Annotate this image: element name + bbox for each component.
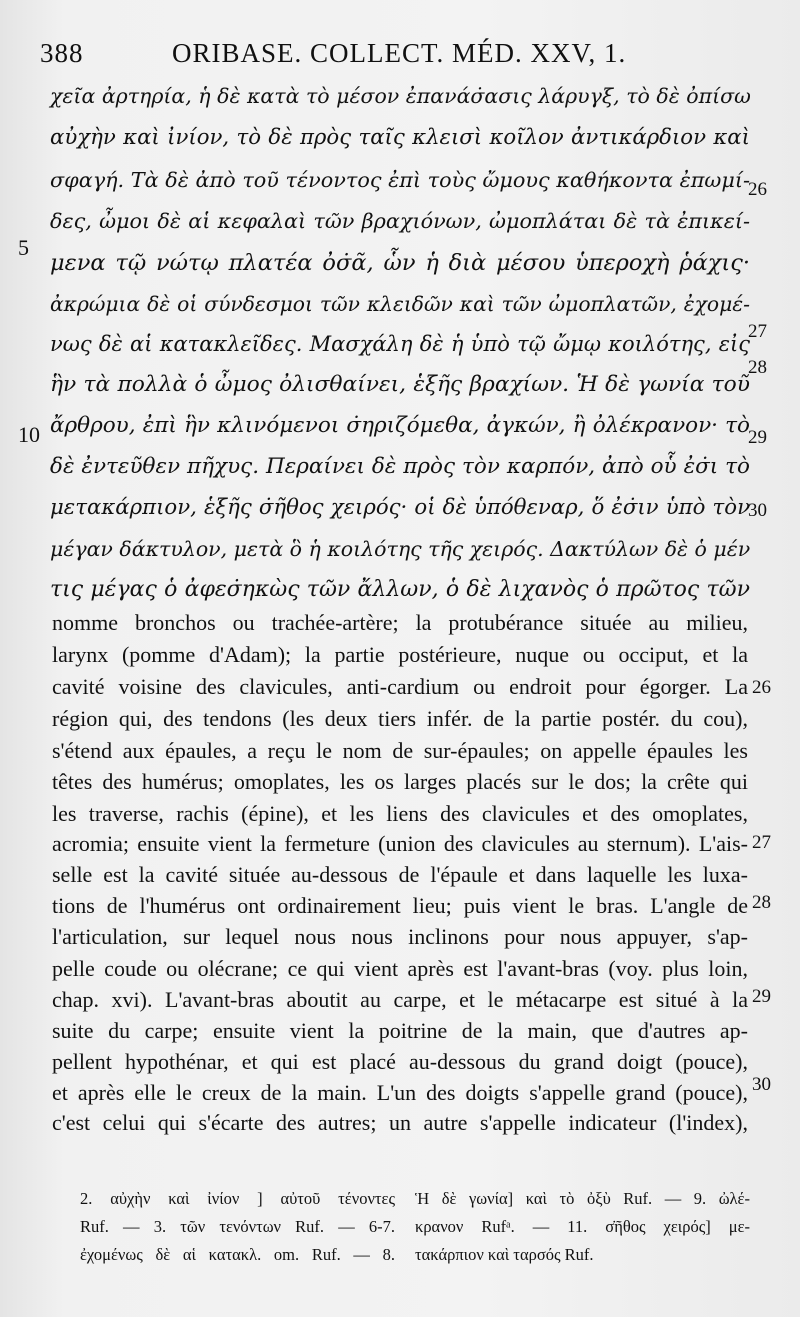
french-line: têtes des humérus; omoplates, les os larges placés sur le dos; la crête qui bbox=[52, 769, 748, 794]
footnote-line: 2. αὐχὴν καὶ ἰνίον ] αὐτοῦ τένοντες bbox=[80, 1189, 395, 1208]
french-line: région qui, des tendons (les deux tiers infér. de la partie postér. du cou), bbox=[52, 706, 748, 731]
french-line: chap. xvi). L'avant-bras aboutit au carpe, et le métacarpe est situé à la bbox=[52, 987, 748, 1012]
greek-line: τις μέγας ὁ ἀφεσ̇ηκὼς τῶν ἄλλων, ὁ δὲ λιχανὸς ὁ πρῶτος τῶν bbox=[50, 577, 750, 602]
greek-line: δες, ὦμοι δὲ αἱ κεφαλαὶ τῶν βραχιόνων, ὠμοπλάται δὲ τὰ ἐπικεί- bbox=[50, 209, 750, 233]
greek-line: ἣν τὰ πολλὰ ὁ ὦμος ὀλισθαίνει, ἑξῆς βραχίων. Ἡ δὲ γωνία τοῦ bbox=[50, 372, 750, 397]
margin-ref: 30 bbox=[748, 500, 767, 521]
footnote-line: ἐχομένως δὲ αἱ κατακλ. om. Ruf. — 8. bbox=[80, 1245, 395, 1264]
footnote-line: κρανον Rufᵃ. — 11. σ̇ῆθος χειρός] με- bbox=[415, 1217, 750, 1236]
page-number: 388 bbox=[40, 38, 84, 68]
greek-line: νως δὲ αἱ κατακλεῖδες. Μασχάλη δὲ ἡ ὑπὸ τῷ ὤμῳ κοιλότης, εἰς bbox=[50, 332, 750, 356]
greek-line: μέγαν δάκτυλον, μετὰ ὃ ἡ κοιλότης τῆς χειρός. Δακτύλων δὲ ὁ μέν bbox=[50, 537, 751, 561]
running-header bbox=[0, 30, 800, 70]
greek-line: σφαγή. Τὰ δὲ ἀπὸ τοῦ τένοντος ἐπὶ τοὺς ὤμους καθήκοντα ἐπωμί- bbox=[50, 168, 750, 192]
french-line: selle est la cavité située au-dessous de l'épaule et dans laquelle les luxa- bbox=[52, 862, 748, 887]
greek-line: ἀκρώμια δὲ οἱ σύνδεσμοι τῶν κλειδῶν καὶ τῶν ὠμοπλατῶν, ἐχομέ- bbox=[50, 292, 750, 316]
greek-line: δὲ ἐντεῦθεν πῆχυς. Περαίνει δὲ πρὸς τὸν καρπόν, ἀπὸ οὗ ἐσ̇ι τὸ bbox=[50, 454, 750, 479]
running-title: ORIBASE. COLLECT. MÉD. XXV, 1. bbox=[172, 38, 627, 68]
french-line: tions de l'humérus ont ordinairement lieu; puis vient le bras. L'angle de bbox=[52, 893, 748, 918]
french-line: l'articulation, sur lequel nous nous inclinons pour nous appuyer, s'ap- bbox=[52, 924, 748, 949]
line-number: 5 bbox=[18, 235, 29, 260]
french-line: nomme bronchos ou trachée-artère; la protubérance située au milieu, bbox=[52, 610, 748, 635]
line-number: 10 bbox=[18, 422, 40, 447]
footnote-line: Ruf. — 3. τῶν τενόντων Ruf. — 6-7. bbox=[80, 1217, 395, 1236]
margin-ref: 29 bbox=[748, 427, 767, 448]
margin-ref: 28 bbox=[752, 892, 771, 913]
greek-line: αὐχὴν καὶ ἰνίον, τὸ δὲ πρὸς ταῖς κλεισὶ κοῖλον ἀντικάρδιον καὶ bbox=[50, 125, 750, 150]
footnote-line: Ἡ δὲ γωνία] καὶ τὸ ὀξὺ Ruf. — 9. ὠλέ- bbox=[415, 1189, 750, 1208]
french-line: suite du carpe; ensuite vient la poitrine de la main, que d'autres ap- bbox=[52, 1018, 748, 1043]
french-line: acromia; ensuite vient la fermeture (union des clavicules au sternum). L'ais- bbox=[52, 831, 748, 856]
french-line: larynx (pomme d'Adam); la partie postérieure, nuque ou occiput, et la bbox=[52, 642, 748, 667]
margin-ref: 28 bbox=[748, 357, 767, 378]
greek-line: μενα τῷ νώτῳ πλατέα ὀσ̇ᾶ, ὧν ἡ διὰ μέσου ὑπεροχὴ ῥάχις· bbox=[50, 250, 750, 276]
greek-line: μετακάρπιον, ἑξῆς σ̇ῆθος χειρός· οἱ δὲ ὑπόθεναρ, ὅ ἐσ̇ιν ὑπὸ τὸν bbox=[50, 495, 750, 520]
greek-line: ἄρθρου, ἐπὶ ἣν κλινόμενοι σ̇ηριζόμεθα, ἀγκών, ἢ ὀλέκρανον· τὸ bbox=[50, 413, 750, 438]
margin-ref: 30 bbox=[752, 1074, 771, 1095]
margin-ref: 27 bbox=[748, 321, 767, 342]
french-line: et après elle le creux de la main. L'un des doigts s'appelle grand (pouce), bbox=[52, 1080, 748, 1105]
margin-ref: 26 bbox=[748, 179, 767, 200]
french-line: cavité voisine des clavicules, anti-cardium ou endroit pour égorger. La bbox=[52, 674, 748, 699]
french-line: s'étend aux épaules, a reçu le nom de sur-épaules; on appelle épaules les bbox=[52, 738, 748, 763]
french-line: c'est celui qui s'écarte des autres; un autre s'appelle indicateur (l'index), bbox=[52, 1110, 748, 1135]
french-line: pelle coude ou olécrane; ce qui vient après est l'avant-bras (voy. plus loin, bbox=[52, 956, 748, 981]
french-line: pellent hypothénar, et qui est placé au-dessous du grand doigt (pouce), bbox=[52, 1049, 748, 1074]
greek-line: χεῖα ἀρτηρία, ἡ δὲ κατὰ τὸ μέσον ἐπανάσ̇ασις λάρυγξ, τὸ δὲ ὀπίσω bbox=[50, 84, 751, 108]
french-line: les traverse, rachis (épine), et les liens des clavicules et des omoplates, bbox=[52, 801, 748, 826]
margin-ref: 29 bbox=[752, 986, 771, 1007]
margin-ref: 26 bbox=[752, 677, 771, 698]
margin-ref: 27 bbox=[752, 832, 771, 853]
footnote-line: τακάρπιον καὶ ταρσός Ruf. bbox=[415, 1245, 594, 1264]
